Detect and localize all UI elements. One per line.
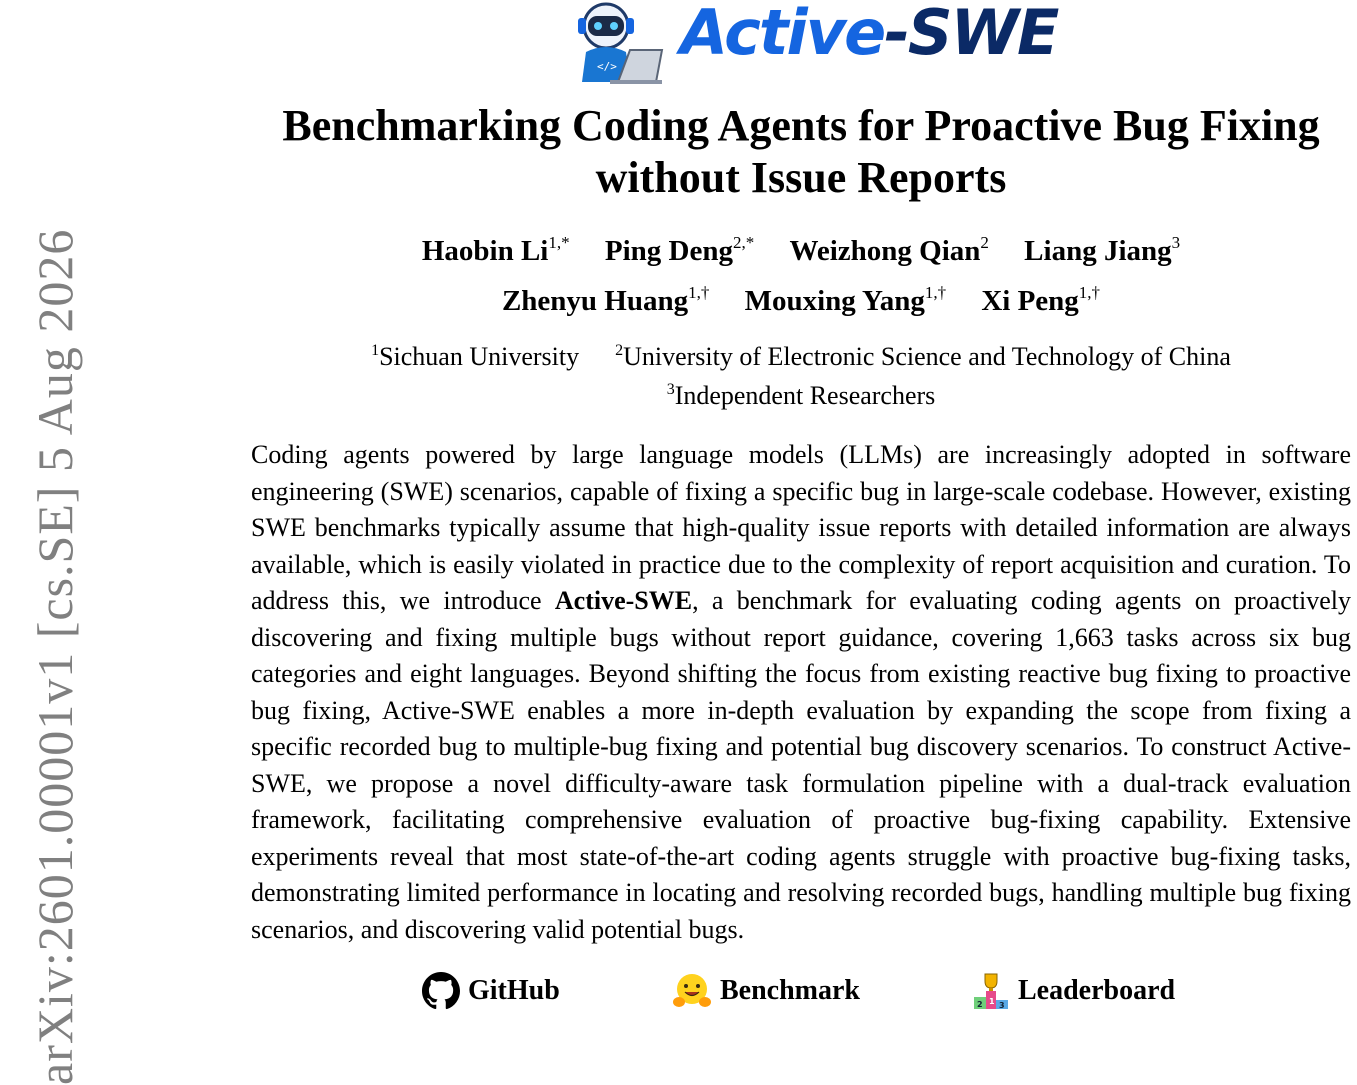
author [502,285,709,317]
author-marks: 1,† [1078,283,1101,302]
author [745,285,946,317]
author-name: Zhenyu Huang [501,285,689,317]
title-line-2: without Issue Reports [595,153,1007,202]
title-line-1: Benchmarking Coding Agents for Proactive Bug Fixing [282,101,1320,150]
benchmark-link[interactable] [672,967,860,1015]
author-marks: 1,* [548,233,570,252]
logo-word-active: Active [680,0,885,69]
github-link-label: GitHub [468,975,560,1006]
affiliation-num: 2 [615,342,624,359]
affiliation-row-1 [251,341,1351,373]
affiliation-name: Independent Researchers [674,381,936,410]
author [422,235,570,267]
author-name: Xi Peng [981,285,1079,317]
svg-text:3: 3 [999,1001,1005,1010]
author-name: Ping Deng [604,235,733,267]
affiliation-name: Sichuan University [379,342,580,371]
author-name: Mouxing Yang [744,285,925,317]
author [1024,235,1180,267]
benchmark-link-label: Benchmark [720,975,860,1006]
svg-text:2: 2 [977,1000,983,1009]
affiliation-num: 1 [371,342,380,359]
robot-mascot-icon [566,0,666,84]
svg-text:</>: </> [597,60,617,73]
author-marks: 1,† [688,283,710,302]
author-name: Liang Jiang [1024,235,1172,267]
github-link[interactable] [422,967,560,1015]
affiliation-name: University of Electronic Science and Technology of China [623,342,1231,371]
author-marks: 2 [980,233,989,252]
abstract-bold-name: Active-SWE [554,586,693,615]
author-marks: 1,† [924,283,947,302]
author-row-1 [251,234,1351,268]
github-icon [422,972,460,1010]
author [981,285,1100,317]
leaderboard-link[interactable] [972,967,1175,1015]
affiliation-num: 3 [666,381,675,398]
affiliation [371,342,579,371]
affiliation-row-2 [251,380,1351,412]
leaderboard-link-label: Leaderboard [1018,975,1176,1006]
author [789,235,988,267]
author-marks: 3 [1171,233,1181,252]
abstract [251,437,1351,948]
logo-word-swe: -SWE [884,0,1058,69]
author [605,235,754,267]
arxiv-stamp: arXiv:2601.00001v1 [cs.SE] 5 Aug 2026 [27,228,83,1085]
author-name: Weizhong Qian [789,235,981,267]
abstract-text-2: , a benchmark for evaluating coding agents on proactively discovering and fixing multiple bugs without report guidance, covering 1,663 tasks across six bug categories and eight languages. Beyond shifting the focus from existing reactive bug fixing to proactive bug fixing, Active-SWE enables a more in-depth evaluation by expanding the scope from fixing a specific recorded bug to multiple-bug fixing and potential bug discovery scenarios. To construct Active-SWE, we propose a novel difficulty-aware task formulation pipeline with a dual-track evaluation framework, facilitating comprehensive evaluation of proactive bug-fixing capability. Extensive experiments reveal that most state-of-the-art coding agents struggle with proactive bug-fixing tasks, demonstrating limited performance in locating and resolving recorded bugs, handling multiple bug fixing scenarios, and discovering valid potential bugs. [251,586,1351,944]
logo-wordmark [680,0,1057,69]
trophy-podium-icon [972,971,1010,1011]
hugging-face-icon [672,971,712,1011]
author-marks: 2,* [732,233,755,252]
affiliation [667,381,936,410]
abstract-text-1: Coding agents powered by large language models (LLMs) are increasingly adopted in software engineering (SWE) scenarios, capable of fixing a specific bug in large-scale codebase. However, existing SWE benchmarks typically assume that high-quality issue reports with detailed information are always available, which is easily violated in practice due to the complexity of report acquisition and curation. To address this, we introduce [251,440,1351,615]
logo [566,0,1058,84]
author-name: Haobin Li [421,235,549,267]
affiliation [615,342,1231,371]
resource-links [0,967,1357,1015]
author-row-2 [251,284,1351,318]
svg-text:1: 1 [989,997,995,1006]
paper-title [251,100,1351,204]
